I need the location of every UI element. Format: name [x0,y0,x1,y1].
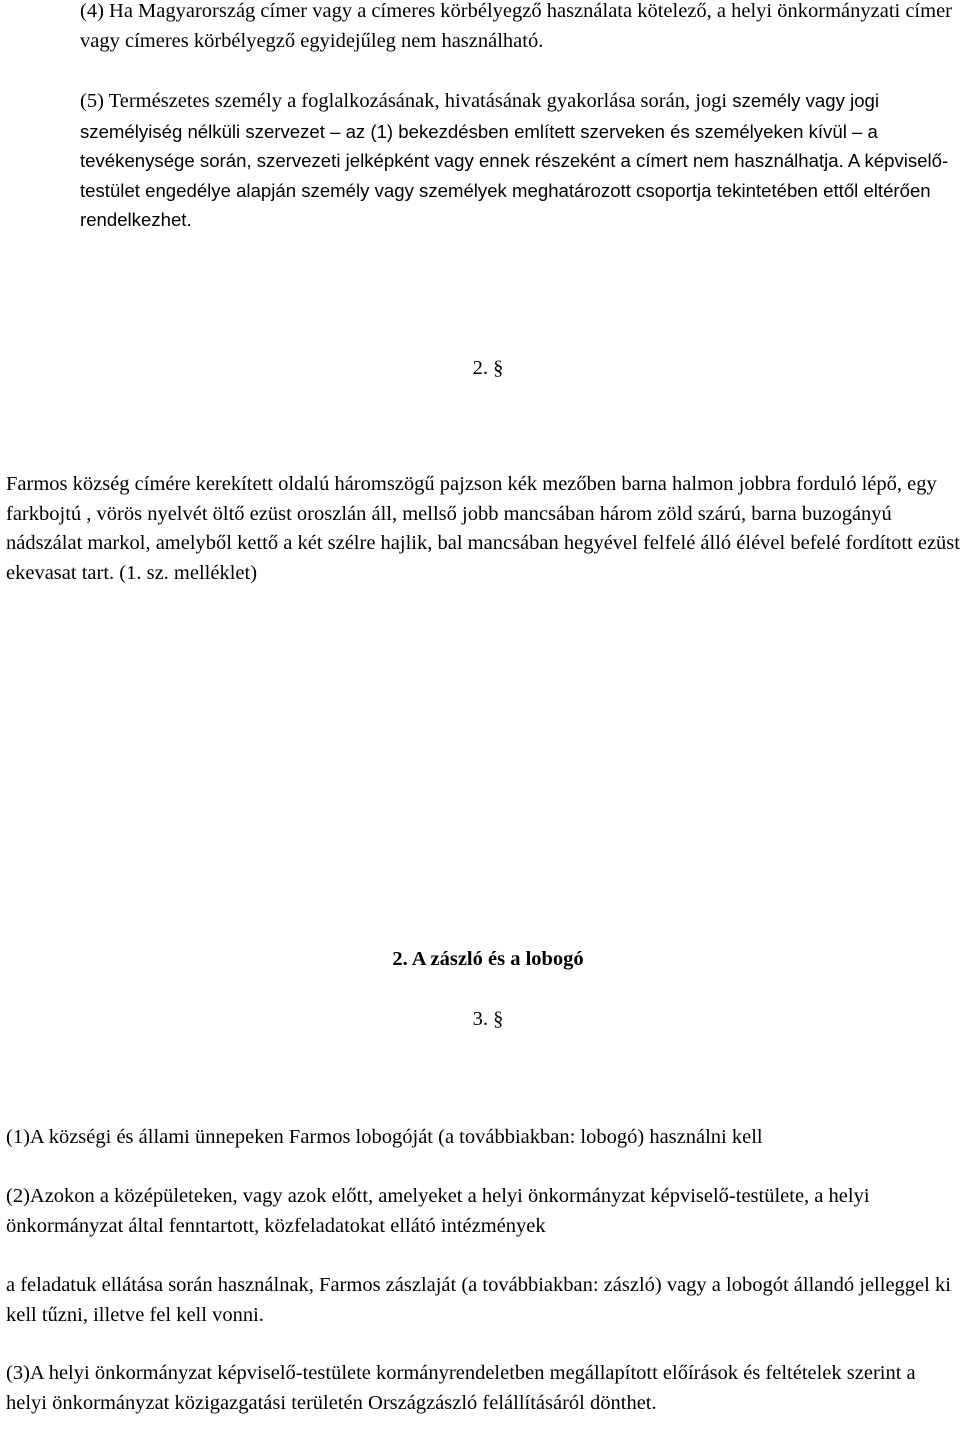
paragraph-5-lead: (5) Természetes személy a foglalkozásának, hivatásának gyakorlása során, jogi [80,90,728,112]
section-3-paragraph-1: (1)A községi és állami ünnepeken Farmos lobogóját (a továbbiakban: lobogó) használni kell [6,1126,763,1148]
section-3-heading: 3. § [472,1008,504,1030]
paragraph-5 [80,86,955,235]
section-3-paragraph-2-part-1: (2)Azokon a középületeken, vagy azok előtt, amelyeket a helyi önkormányzat képviselő-testülete, a helyi önkormányzat által fenntartott, közfeladatokat ellátó intézmények [6,1185,870,1237]
section-2-heading: 2. § [472,357,504,379]
paragraph-5-rest: személy vagy jogi személyiség nélküli szervezet – az (1) bekezdésben említett szerveken és személyeken kívül – a tevékenysége során, szervezeti jelképként vagy ennek részeként a címert nem használhatja. A képviselő-testület engedélye alapján személy vagy személyek meghatározott csoportja tekintetében ettől eltérően rendelkezhet. [80,90,949,231]
section-3-paragraph-2-part-2: a feladatuk ellátása során használnak, Farmos zászlaját (a továbbiakban: zászló) vagy a lobogót állandó jelleggel ki kell tűzni, illetve fel kell vonni. [6,1274,951,1326]
chapter-2-title: 2. A zászló és a lobogó [392,948,584,970]
section-3-paragraph-3: (3)A helyi önkormányzat képviselő-testülete kormányrendeletben megállapított előírások és feltételek szerint a helyi önkormányzat közigazgatási területén Országzászló felállításáról dönthet. [6,1362,916,1414]
paragraph-4: (4) Ha Magyarország címer vagy a címeres körbélyegző használata kötelező, a helyi önkormányzati címer vagy címeres körbélyegző egyidejűleg nem használható. [80,0,953,52]
section-2-text: Farmos község címére kerekített oldalú háromszögű pajzson kék mezőben barna halmon jobbra forduló lépő, egy farkbojtú , vörös nyelvét öltő ezüst oroszlán áll, mellső jobb mancsában három zöld szárú, barna buzogányú nádszálat markol, amelyből kettő a két szélre hajlik, bal mancsában hegyével felfelé álló élével befelé fordított ezüst ekevasat tart. (1. sz. melléklet) [6,473,960,584]
